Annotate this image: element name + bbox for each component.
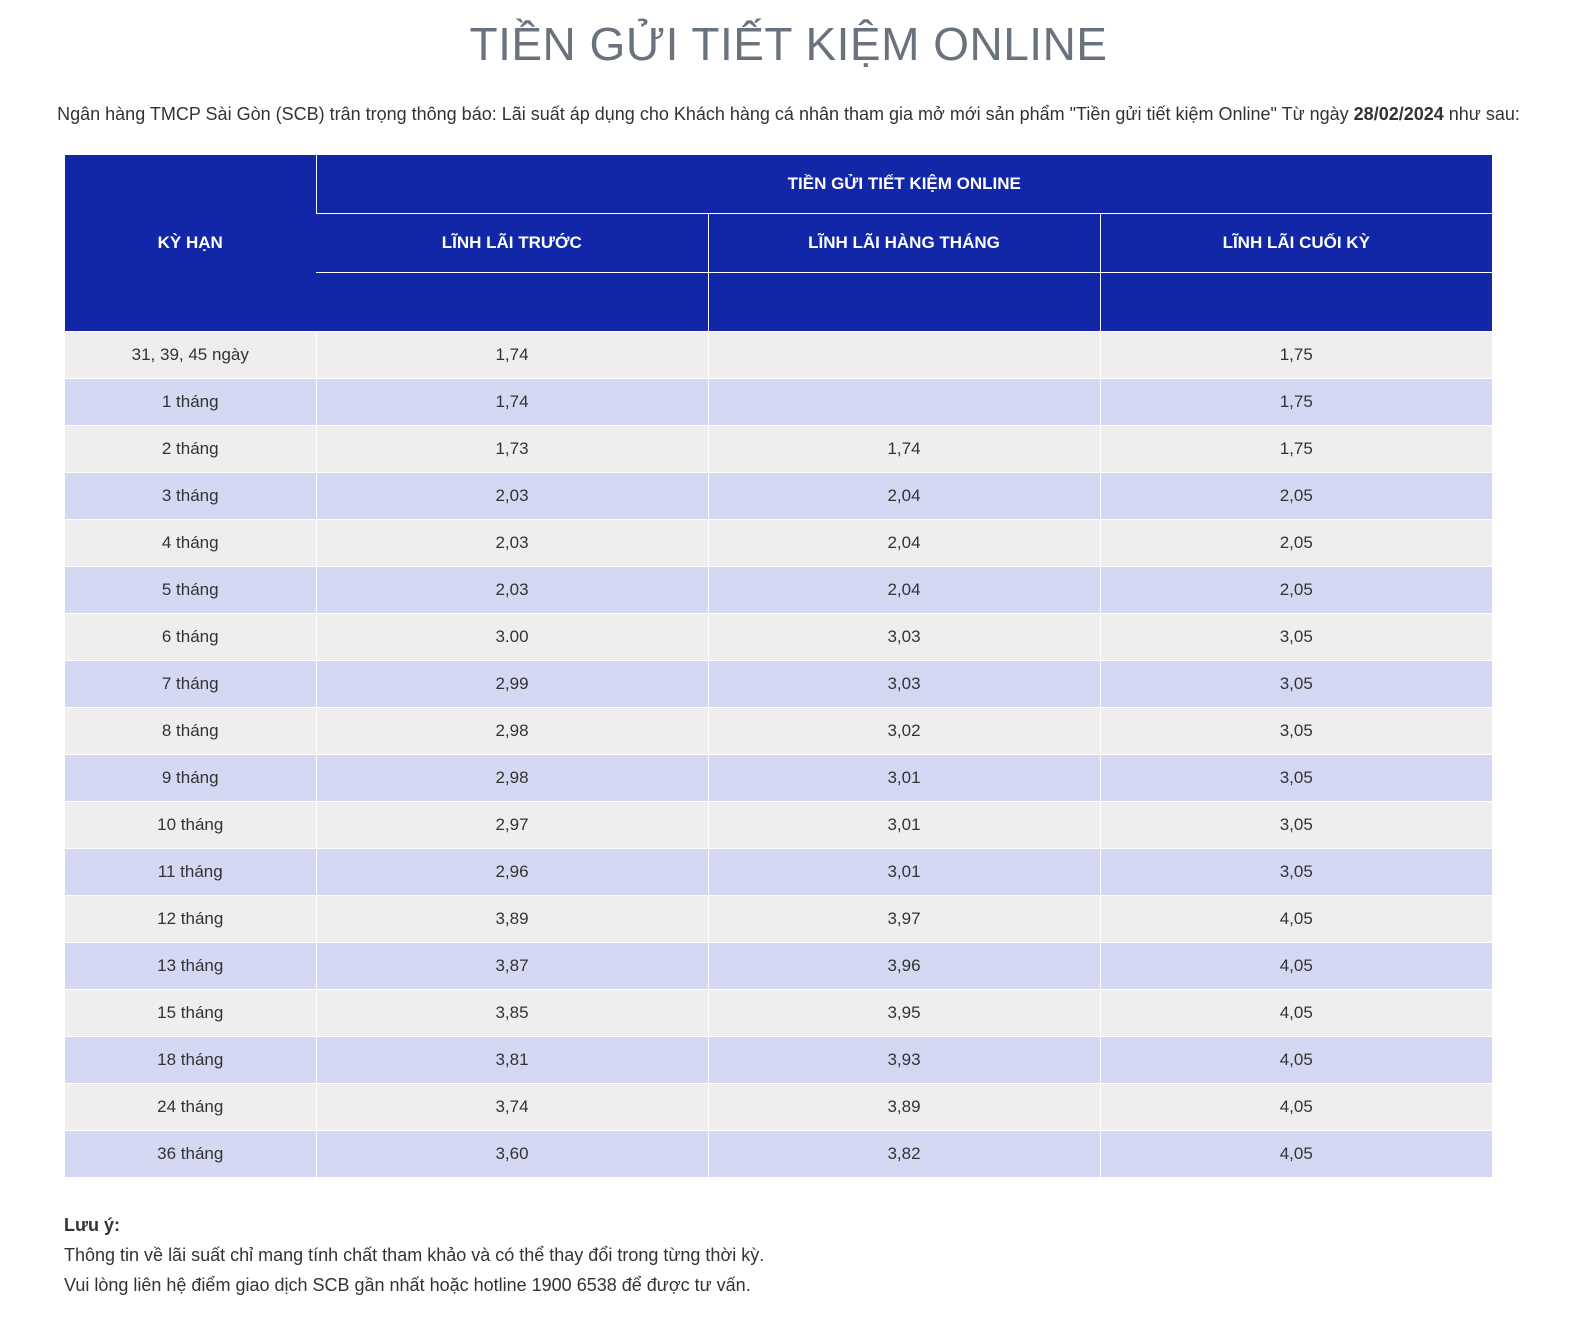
cell-end-of-term: 2,05 [1100,473,1492,520]
cell-end-of-term: 3,05 [1100,661,1492,708]
cell-monthly: 3,89 [708,1084,1100,1131]
cell-end-of-term: 2,05 [1100,567,1492,614]
cell-prepaid: 3,74 [316,1084,708,1131]
header-term: KỲ HẠN [65,155,316,332]
table-row [65,473,1492,520]
table-row [65,849,1492,896]
cell-monthly: 3,02 [708,708,1100,755]
cell-monthly: 3,03 [708,614,1100,661]
cell-prepaid: 1,73 [316,426,708,473]
cell-end-of-term: 1,75 [1100,379,1492,426]
cell-prepaid: 2,98 [316,708,708,755]
table-row [65,943,1492,990]
cell-term: 18 tháng [65,1037,316,1084]
cell-term: 6 tháng [65,614,316,661]
cell-term: 31, 39, 45 ngày [65,332,316,379]
cell-term: 36 tháng [65,1131,316,1178]
table-row [65,661,1492,708]
cell-prepaid: 3,85 [316,990,708,1037]
effective-date: 28/02/2024 [1353,104,1444,124]
cell-monthly: 2,04 [708,567,1100,614]
cell-term: 3 tháng [65,473,316,520]
cell-monthly [708,332,1100,379]
cell-prepaid: 2,03 [316,567,708,614]
cell-term: 9 tháng [65,755,316,802]
table-row [65,332,1492,379]
header-blank-monthly [708,273,1100,332]
cell-prepaid: 3,87 [316,943,708,990]
notes-section [64,1210,764,1300]
cell-term: 11 tháng [65,849,316,896]
cell-monthly: 3,03 [708,661,1100,708]
cell-monthly: 3,82 [708,1131,1100,1178]
cell-monthly: 3,95 [708,990,1100,1037]
cell-prepaid: 1,74 [316,379,708,426]
cell-monthly: 3,93 [708,1037,1100,1084]
table-row [65,896,1492,943]
interest-rate-table [65,155,1492,1177]
page-title: TIỀN GỬI TIẾT KIỆM ONLINE [469,18,1108,70]
cell-prepaid: 1,74 [316,332,708,379]
cell-prepaid: 3,60 [316,1131,708,1178]
note-line: Thông tin về lãi suất chỉ mang tính chất tham khảo và có thể thay đổi trong từng thời kỳ. [64,1245,765,1265]
table-row [65,1037,1492,1084]
cell-prepaid: 2,03 [316,473,708,520]
table-header [65,155,1492,332]
cell-end-of-term: 4,05 [1100,1037,1492,1084]
cell-prepaid: 2,03 [316,520,708,567]
cell-monthly: 2,04 [708,473,1100,520]
table-row [65,567,1492,614]
cell-monthly: 3,96 [708,943,1100,990]
table-row [65,520,1492,567]
table-row [65,1131,1492,1178]
table-row [65,426,1492,473]
cell-end-of-term: 4,05 [1100,990,1492,1037]
cell-term: 13 tháng [65,943,316,990]
cell-end-of-term: 4,05 [1100,1131,1492,1178]
table-row [65,708,1492,755]
cell-monthly: 3,01 [708,849,1100,896]
cell-term: 7 tháng [65,661,316,708]
table-row [65,379,1492,426]
cell-monthly [708,379,1100,426]
cell-monthly: 1,74 [708,426,1100,473]
cell-end-of-term: 3,05 [1100,849,1492,896]
cell-monthly: 2,04 [708,520,1100,567]
cell-term: 5 tháng [65,567,316,614]
cell-term: 12 tháng [65,896,316,943]
cell-end-of-term: 3,05 [1100,755,1492,802]
cell-prepaid: 3,89 [316,896,708,943]
cell-monthly: 3,01 [708,802,1100,849]
cell-prepaid: 3,81 [316,1037,708,1084]
cell-end-of-term: 3,05 [1100,708,1492,755]
cell-end-of-term: 4,05 [1100,943,1492,990]
table-row [65,1084,1492,1131]
header-group: TIỀN GỬI TIẾT KIỆM ONLINE [316,155,1492,214]
cell-term: 10 tháng [65,802,316,849]
cell-term: 24 tháng [65,1084,316,1131]
table-body [65,332,1492,1178]
cell-end-of-term: 2,05 [1100,520,1492,567]
cell-prepaid: 2,97 [316,802,708,849]
intro-suffix: như sau: [1443,104,1520,124]
header-monthly: LĨNH LÃI HÀNG THÁNG [708,214,1100,273]
header-end-of-term: LĨNH LÃI CUỐI KỲ [1100,214,1492,273]
cell-term: 4 tháng [65,520,316,567]
header-blank-prepaid [316,273,708,332]
cell-prepaid: 2,99 [316,661,708,708]
table-row [65,614,1492,661]
cell-end-of-term: 3,05 [1100,802,1492,849]
intro-paragraph [0,101,1577,127]
note-line: Vui lòng liên hệ điểm giao dịch SCB gần nhất hoặc hotline 1900 6538 để được tư vấn. [64,1275,751,1295]
cell-monthly: 3,01 [708,755,1100,802]
cell-end-of-term: 4,05 [1100,1084,1492,1131]
header-blank-end [1100,273,1492,332]
cell-term: 1 tháng [65,379,316,426]
table-row [65,755,1492,802]
cell-prepaid: 2,96 [316,849,708,896]
cell-term: 2 tháng [65,426,316,473]
cell-end-of-term: 4,05 [1100,896,1492,943]
cell-end-of-term: 1,75 [1100,332,1492,379]
notes-title: Lưu ý: [64,1215,121,1235]
cell-prepaid: 3.00 [316,614,708,661]
cell-term: 8 tháng [65,708,316,755]
intro-text: Ngân hàng TMCP Sài Gòn (SCB) trân trọng thông báo: Lãi suất áp dụng cho Khách hàng cá nhân tham gia mở mới sản phẩm "Tiền gửi tiết kiệm Online" Từ ngày [57,104,1354,124]
cell-monthly: 3,97 [708,896,1100,943]
cell-prepaid: 2,98 [316,755,708,802]
cell-end-of-term: 1,75 [1100,426,1492,473]
cell-end-of-term: 3,05 [1100,614,1492,661]
cell-term: 15 tháng [65,990,316,1037]
table-row [65,990,1492,1037]
header-prepaid: LĨNH LÃI TRƯỚC [316,214,708,273]
table-row [65,802,1492,849]
